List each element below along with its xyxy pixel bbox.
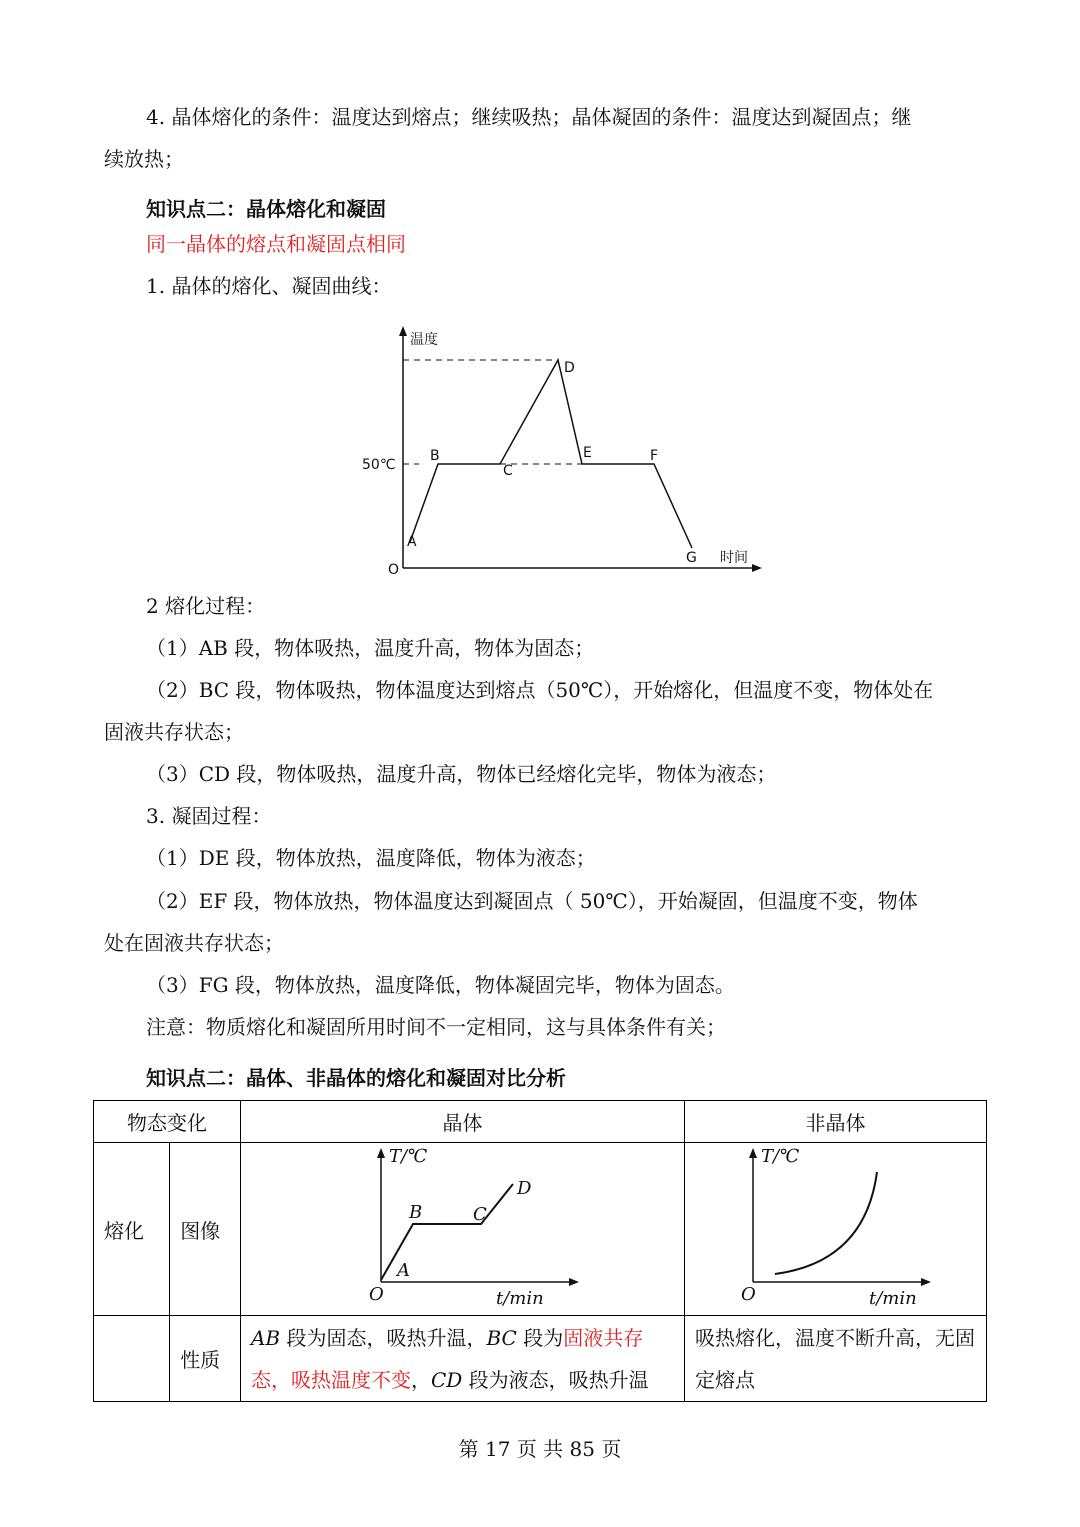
point-a-label: A [407,534,417,550]
crystal-origin: O [368,1284,384,1305]
amorph-x-arrow [921,1278,931,1286]
page-number: 第 17 页 共 85 页 [458,1437,622,1461]
amorph-curve [775,1172,877,1274]
crystal-prop-ab-text: 段为固态，吸热升温， [280,1325,487,1350]
heading-comparison: 知识点二：晶体、非晶体的熔化和凝固对比分析 [146,1066,566,1090]
crystal-prop-cd-text: 段为液态，吸热升温 [462,1367,649,1392]
amorph-y-label: T/℃ [760,1146,800,1167]
crystal-x-label: t/min [495,1288,544,1309]
crystal-point-a: A [396,1260,410,1281]
point-c-label: C [503,463,513,479]
para-ef-cont: 处在固液共存状态； [104,931,284,955]
red-note: 同一晶体的熔点和凝固点相同 [146,232,406,256]
crystal-prop-cd: CD [430,1367,463,1392]
point-d-label: D [564,360,575,376]
row-label-property: 性质 [170,1316,241,1402]
row-label-graph: 图像 [170,1143,241,1316]
crystal-x-arrow [569,1278,579,1286]
crystal-melting-chart [241,1144,684,1314]
para-solidify-process: 3. 凝固过程： [146,804,272,828]
comparison-table [93,1100,987,1402]
para-curve-title: 1. 晶体的熔化、凝固曲线： [146,274,392,298]
amorphous-melting-chart [685,1144,986,1314]
header-crystal: 晶体 [240,1101,684,1143]
row-label-empty [94,1316,170,1402]
point-f-label: F [650,448,659,464]
para-fg: （3）FG 段，物体放热，温度降低，物体凝固完毕，物体为固态。 [146,973,735,997]
origin-label: O [388,562,400,578]
para-melting-condition: 4. 晶体熔化的条件：温度达到熔点；继续吸热；晶体凝固的条件：温度达到凝固点；继 [146,105,912,129]
crystal-point-c: C [472,1204,487,1225]
crystal-prop-red: 固液共存态，吸热温度不变 [250,1325,644,1392]
crystal-y-arrow [377,1148,385,1158]
melting-point-label: 50℃ [362,457,396,473]
amorph-y-arrow [749,1148,757,1158]
crystal-prop-bc-text: 段为 [516,1325,564,1350]
table-header-row [94,1101,987,1143]
crystal-property [240,1316,684,1402]
para-bc: （2）BC 段，物体吸热，物体温度达到熔点（50℃），开始熔化，但温度不变，物体处在 [146,678,934,702]
para-melting-condition-cont: 续放热； [104,147,184,171]
para-ab: （1）AB 段，物体吸热，温度升高，物体为固态； [146,636,595,660]
amorph-x-label: t/min [868,1288,917,1309]
para-bc-cont: 固液共存状态； [104,720,244,744]
point-b-label: B [430,448,440,464]
crystal-y-label: T/℃ [388,1146,428,1167]
crystal-point-b: B [408,1202,423,1223]
crystal-prop-bc: BC [486,1325,517,1350]
y-axis-label: 温度 [410,332,438,348]
header-amorphous: 非晶体 [684,1101,986,1143]
point-g-label: G [686,550,697,566]
y-axis-arrow [399,326,407,336]
para-cd: （3）CD 段，物体吸热，温度升高，物体已经熔化完毕，物体为液态； [146,762,777,786]
crystal-prop-ab: AB [250,1325,281,1350]
table-row-property [94,1316,987,1402]
melting-curve-chart [340,320,780,580]
crystal-graph-cell [240,1143,684,1316]
row-label-melting: 熔化 [94,1143,170,1316]
amorph-graph-cell [684,1143,986,1316]
point-e-label: E [583,445,592,461]
para-ef: （2）EF 段，物体放热，物体温度达到凝固点（ 50℃），开始凝固，但温度不变，物体 [146,889,918,913]
amorph-origin: O [740,1284,756,1305]
heading-knowledge-2: 知识点二：晶体熔化和凝固 [146,197,386,221]
para-de: （1）DE 段，物体放热，温度降低，物体为液态； [146,846,596,870]
crystal-point-d: D [516,1178,532,1199]
para-melting-process: 2 熔化过程： [146,594,266,618]
header-state-change: 物态变化 [94,1101,241,1143]
para-note: 注意：物质熔化和凝固所用时间不一定相同，这与具体条件有关； [146,1015,726,1039]
x-axis-label: 时间 [720,550,748,566]
x-axis-arrow [752,564,762,572]
table-row-graph [94,1143,987,1316]
amorph-property: 吸热熔化，温度不断升高，无固定熔点 [684,1316,986,1402]
crystal-prop-comma: ， [410,1367,431,1392]
